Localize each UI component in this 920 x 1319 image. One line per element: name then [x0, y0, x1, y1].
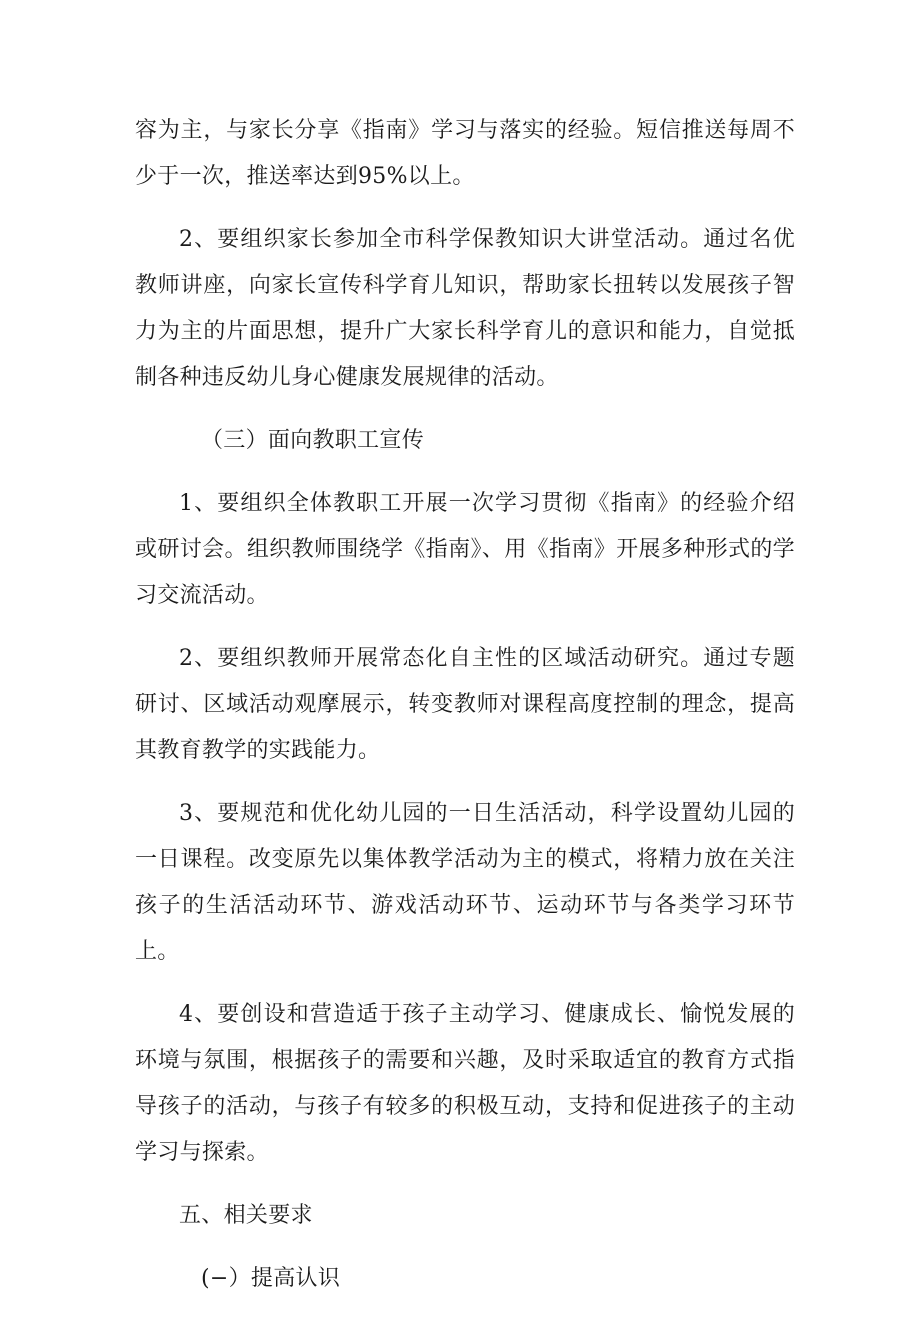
- document-body: [135, 108, 795, 1319]
- paragraph-area-activity: 2、要组织教师开展常态化自主性的区域活动研究。通过专题研讨、区域活动观摩展示，转变教师对课程高度控制的理念，提高其教育教学的实践能力。: [135, 646, 795, 763]
- paragraph-environment: 4、要创设和营造适于孩子主动学习、健康成长、愉悦发展的环境与氛围，根据孩子的需要和兴趣，及时采取适宜的教育方式指导孩子的活动，与孩子有较多的积极互动，支持和促进孩子的主动学习与探索。: [135, 1002, 795, 1165]
- paragraph-continuation: 容为主，与家长分享《指南》学习与落实的经验。短信推送每周不少于一次，推送率达到95%以上。: [135, 118, 795, 189]
- paragraph-daily-routine: 3、要规范和优化幼儿园的一日生活活动，科学设置幼儿园的一日课程。改变原先以集体教学活动为主的模式，将精力放在关注孩子的生活活动环节、游戏活动环节、运动环节与各类学习环节上。: [135, 801, 795, 964]
- section-heading-requirements: 五、相关要求: [179, 1203, 313, 1228]
- paragraph-parent-lecture: 2、要组织家长参加全市科学保教知识大讲堂活动。通过名优教师讲座，向家长宣传科学育儿知识，帮助家长扭转以发展孩子智力为主的片面思想，提升广大家长科学育儿的意识和能力，自觉抵制各种违反幼儿身心健康发展规律的活动。: [135, 227, 795, 390]
- subheading-raise-awareness: (−）提高认识: [201, 1266, 341, 1291]
- subheading-staff-publicity: （三）面向教职工宣传: [201, 428, 425, 453]
- paragraph-staff-seminar: 1、要组织全体教职工开展一次学习贯彻《指南》的经验介绍或研讨会。组织教师围绕学《指南》、用《指南》开展多种形式的学习交流活动。: [135, 491, 795, 608]
